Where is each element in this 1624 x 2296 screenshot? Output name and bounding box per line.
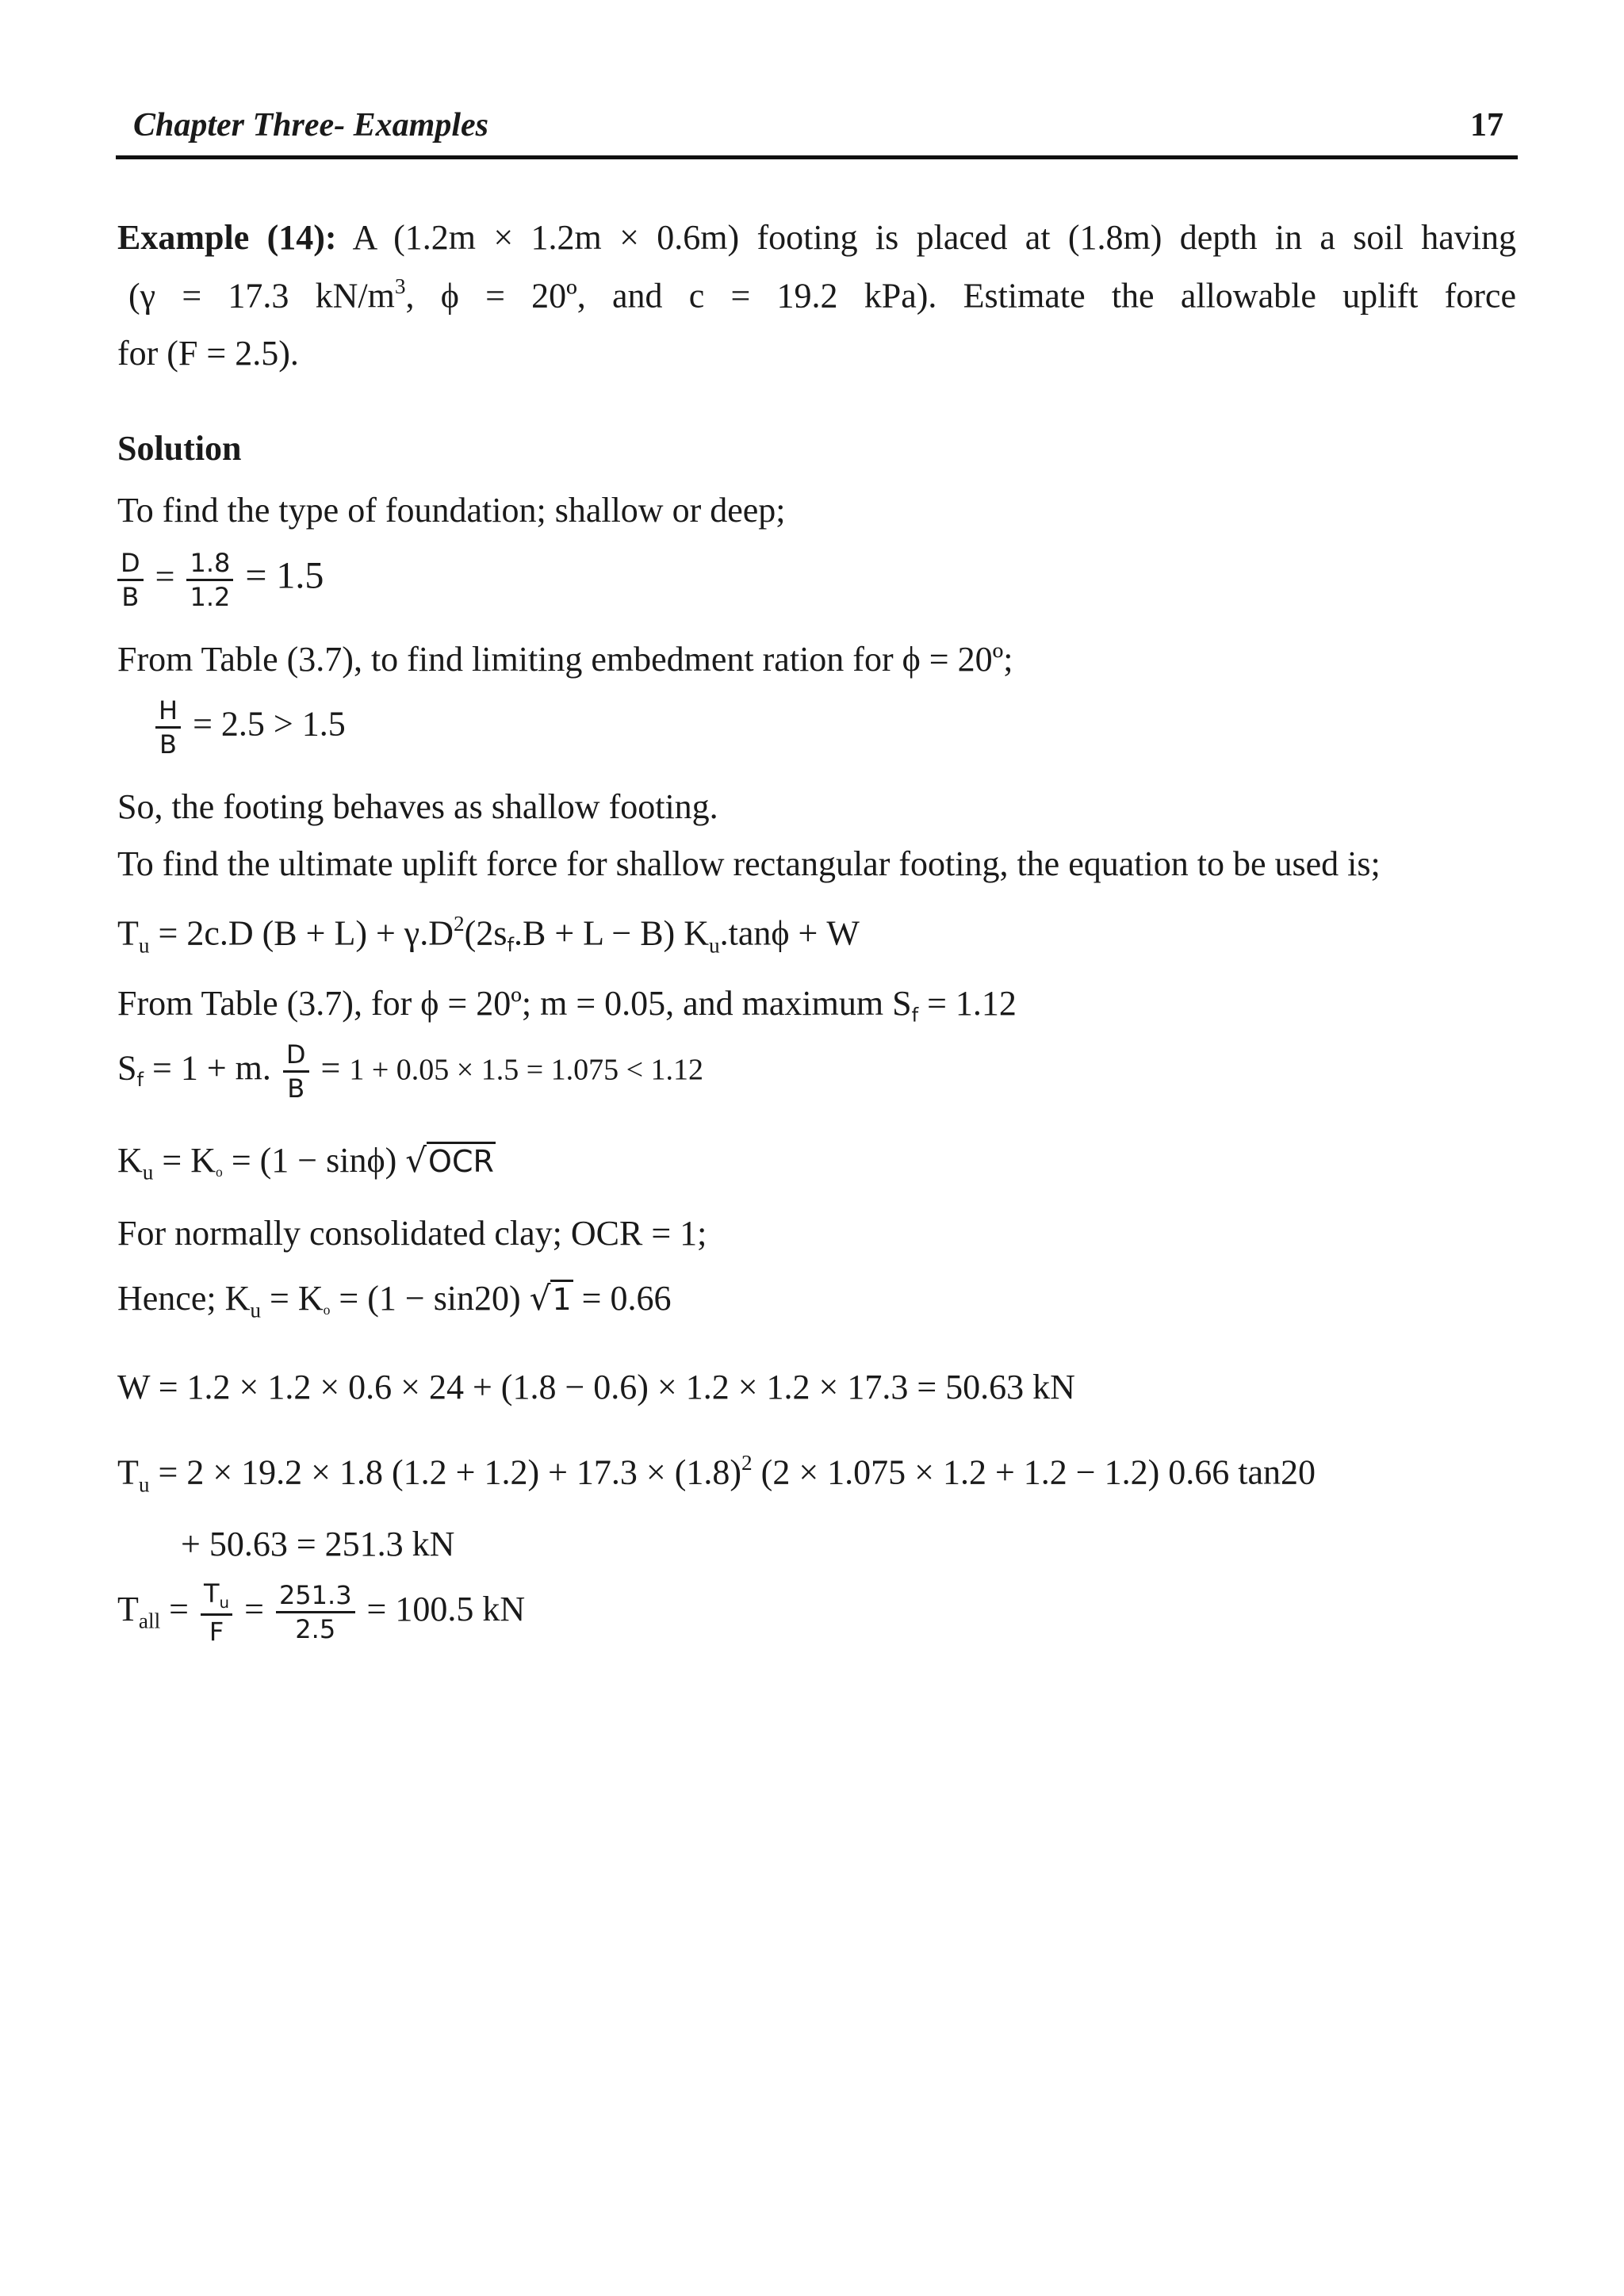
solution-line-4: To find the ultimate uplift force for shallow rectangular footing, the equation to be used is; <box>117 844 1381 883</box>
solution-line-1: To find the type of foundation; shallow or deep; <box>117 491 786 530</box>
sf-equation: $S_f = 1 + m$. $\frac{D}{B}$ = 1 + 0.05 × 1.5 = 1.075 < 1.12 <box>117 1039 704 1104</box>
weight-equation: W = 1.2 × 1.2 × 0.6 × 24 + (1.8 − 0.6) × 1.2 × 1.2 × 17.3 = 50.63 kN <box>117 1368 1075 1406</box>
chapter-title: Chapter Three- Examples <box>133 107 488 144</box>
solution-line-3: So, the footing behaves as shallow footing. <box>117 787 718 826</box>
tu-calculation-continued: + 50.63 = 251.3 kN <box>181 1525 455 1563</box>
solution-line-2: From Table (3.7), to find limiting embedment ration for ϕ = 20º; <box>117 640 1013 679</box>
problem-line-1: Example (14): A (1.2m × 1.2m × 0.6m) footing is placed at (1.8m) depth in a soil having <box>117 218 1516 257</box>
db-ratio-equation: $\frac{D}{B}$ = $\frac{1.8}{1.2}$ = 1.5 <box>117 547 324 613</box>
tall-equation: $T_{all}$ = $\frac{T_u}{F}$ = $\frac{251.3}{2.5}$ = 100.5 kN <box>117 1578 526 1647</box>
ku-value-equation: Hence; $K_u = K_o = (1 - \sin 20) √1 = 0.66$ <box>117 1279 672 1322</box>
uplift-equation: $T_u = 2c.D$ $(B + L) + \gamma.D^2(2s_f.B + L - B) K_u.\tan\phi + W$ <box>117 912 860 958</box>
hb-ratio-equation: $\frac{H}{B}$ = 2.5 > 1.5 <box>155 695 346 760</box>
problem-line-2: (γ = 17.3 $kN/m^3$, ϕ = 20º, and c = 19.2 kPa). Estimate the allowable uplift force <box>128 274 1516 316</box>
ku-equation: $K_u = K_o = (1 - \sin\phi)$ √OCR <box>117 1141 494 1184</box>
page-number: 17 <box>1470 107 1503 144</box>
solution-heading: Solution <box>117 429 242 468</box>
tu-calculation: $T_u = 2 \times 19.2 \times 1.8$ $(1.2 + 1.2) + 17.3 \times (1.8)^2$ (2 × 1.075 × 1.2 + 1.2 − 1.2) 0.66 tan20 <box>117 1451 1316 1497</box>
solution-line-6: For normally consolidated clay; OCR = 1; <box>117 1214 707 1253</box>
example-label: Example (14): <box>117 218 337 257</box>
solution-line-5: From Table (3.7), for ϕ = 20º; m = 0.05, and maximum $S_f = 1.12$ <box>117 984 1017 1027</box>
header-divider <box>116 155 1518 159</box>
problem-line-3: for (F = 2.5). <box>117 334 299 373</box>
